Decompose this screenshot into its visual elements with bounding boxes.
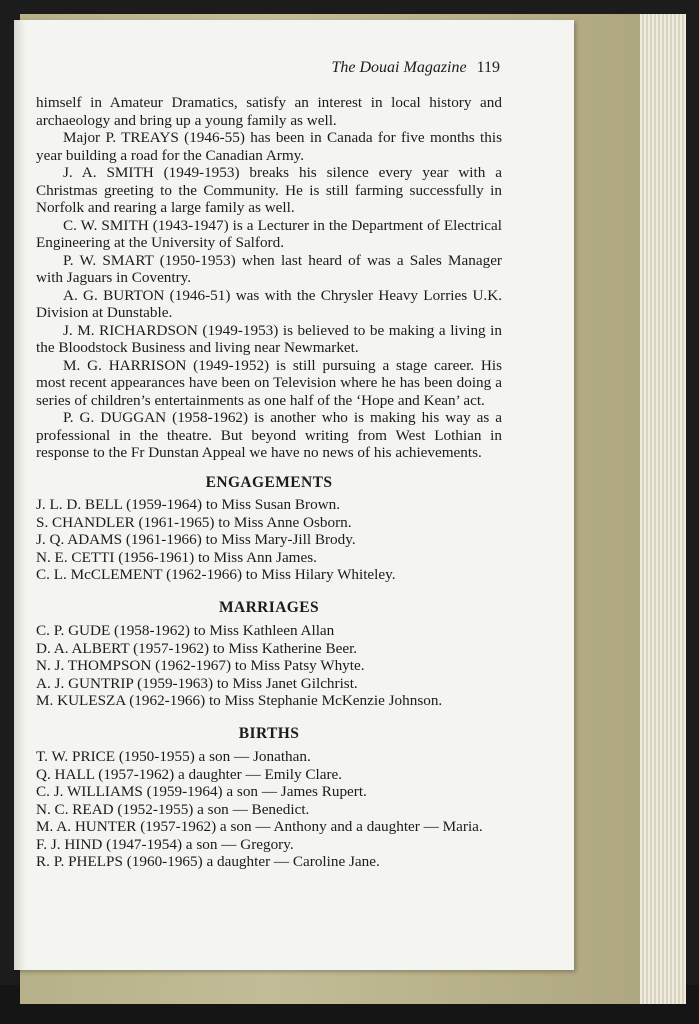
- list-item: M. KULESZA (1962-1966) to Miss Stephanie McKenzie Johnson.: [36, 692, 443, 709]
- engagements-list: [36, 496, 502, 584]
- paragraph: J. A. SMITH (1949-1953) breaks his silence every year with a Christmas greeting to the Community. He is still farming successfully in Norfolk and rearing a large family as well.: [36, 164, 502, 216]
- list-item: A. J. GUNTRIP (1959-1963) to Miss Janet Gilchrist.: [36, 674, 358, 692]
- list-item: J. L. D. BELL (1959-1964) to Miss Susan Brown.: [36, 496, 341, 513]
- paragraph: Major P. TREAYS (1946-55) has been in Canada for five months this year building a road for the Canadian Army.: [36, 129, 502, 164]
- paragraph: M. G. HARRISON (1949-1952) is still pursuing a stage career. His most recent appearances have been on Television where he has been doing a series of children’s entertainments as one half of the ‘Hope and Kean’ act.: [36, 356, 502, 409]
- list-item: S. CHANDLER (1961-1965) to Miss Anne Osborn.: [36, 513, 352, 531]
- paragraph: P. W. SMART (1950-1953) when last heard of was a Sales Manager with Jaguars in Coventry.: [36, 251, 502, 286]
- running-header: [300, 59, 500, 77]
- paragraph: C. W. SMITH (1943-1947) is a Lecturer in the Department of Electrical Engineering at the University of Salford.: [36, 216, 502, 251]
- list-item: R. P. PHELPS (1960-1965) a daughter — Caroline Jane.: [36, 853, 380, 870]
- engagements-heading: ENGAGEMENTS: [205, 473, 333, 491]
- births-list: [36, 748, 502, 871]
- list-item: M. A. HUNTER (1957-1962) a son — Anthony and a daughter — Maria.: [36, 818, 483, 835]
- paragraph: P. G. DUGGAN (1958-1962) is another who is making his way as a professional in the theatre. But beyond writing from West Lothian in response to the Fr Dunstan Appeal we have no news of his achievements.: [36, 409, 502, 461]
- body-text: [36, 94, 502, 871]
- paragraph: himself in Amateur Dramatics, satisfy an interest in local history and archaeology and bring up a young family as well.: [36, 94, 502, 129]
- page-gutter-shadow: [14, 20, 26, 970]
- list-item: N. E. CETTI (1956-1961) to Miss Ann James.: [36, 548, 317, 566]
- births-heading: BIRTHS: [238, 724, 300, 742]
- list-item: D. A. ALBERT (1957-1962) to Miss Katherine Beer.: [36, 639, 358, 657]
- list-item: T. W. PRICE (1950-1955) a son — Jonathan.: [36, 748, 311, 765]
- list-item: C. L. McCLEMENT (1962-1966) to Miss Hilary Whiteley.: [36, 566, 396, 583]
- paragraph: A. G. BURTON (1946-51) was with the Chrysler Heavy Lorries U.K. Division at Dunstable.: [36, 286, 502, 321]
- page-number: 119: [476, 59, 500, 76]
- list-item: C. P. GUDE (1958-1962) to Miss Kathleen Allan: [36, 622, 335, 639]
- list-item: N. J. THOMPSON (1962-1967) to Miss Patsy Whyte.: [36, 657, 365, 674]
- list-item: J. Q. ADAMS (1961-1966) to Miss Mary-Jill Brody.: [36, 531, 356, 548]
- magazine-title: The Douai Magazine: [331, 59, 467, 76]
- list-item: C. J. WILLIAMS (1959-1964) a son — James Rupert.: [36, 783, 367, 800]
- list-item: Q. HALL (1957-1962) a daughter — Emily Clare.: [36, 765, 343, 783]
- list-item: N. C. READ (1952-1955) a son — Benedict.: [36, 800, 310, 818]
- marriages-list: [36, 622, 502, 710]
- list-item: F. J. HIND (1947-1954) a son — Gregory.: [36, 835, 294, 853]
- paragraph: J. M. RICHARDSON (1949-1953) is believed to be making a living in the Bloodstock Business and living near Newmarket.: [36, 321, 502, 356]
- marriages-heading: MARRIAGES: [218, 598, 320, 616]
